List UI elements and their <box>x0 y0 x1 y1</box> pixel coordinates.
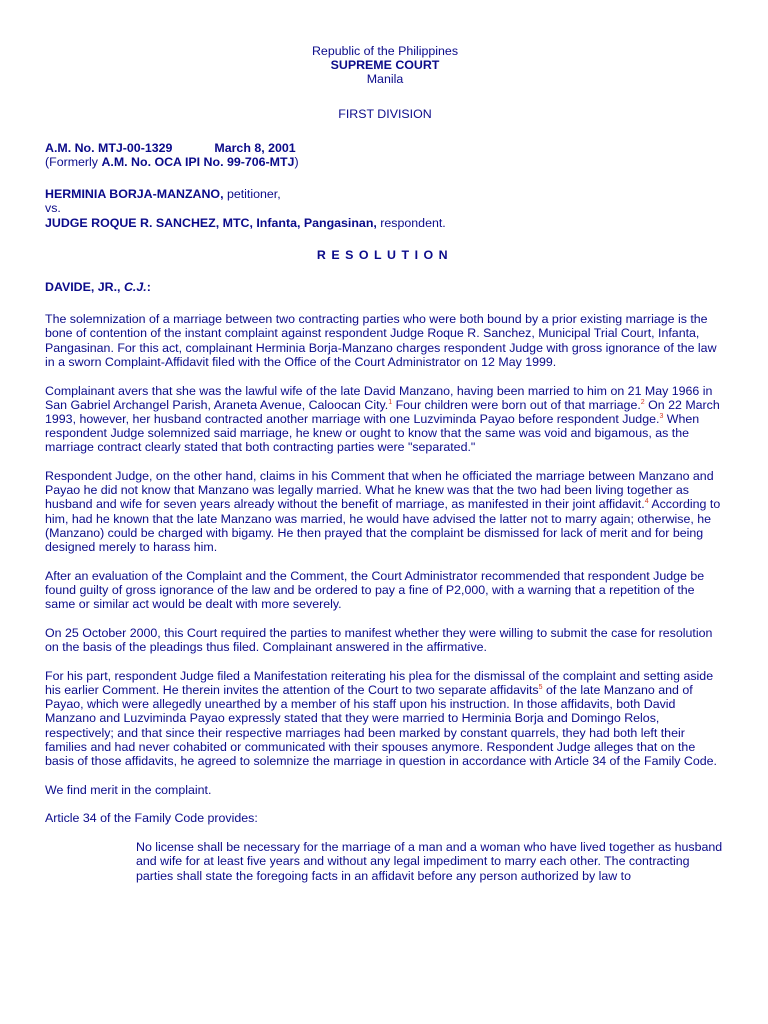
court-city: Manila <box>366 72 404 87</box>
footnote-ref-4[interactable]: 4 <box>644 498 649 506</box>
paragraph-3-part-a: Respondent Judge, on the other hand, claims in his Comment that when he officiated the marriage between Manzano and Payao he did not know that Manzano was legally married. What he knew was that the two had been living together as husband and wife for seven years already without the benefit of marriage, as manifested in their joint affidavit. <box>45 469 714 512</box>
footnote-ref-3[interactable]: 3 <box>659 412 664 420</box>
ponente-title: C.J. <box>123 280 147 295</box>
case-number-block <box>45 141 725 169</box>
paragraph-6-part-a: For his part, respondent Judge filed a Manifestation reiterating his plea for the dismissal of the complaint and setting aside his earlier Comment. He therein invites the attention of the Court to two separate affidavits <box>45 668 714 697</box>
petitioner-row <box>45 187 725 201</box>
paragraph-1: The solemnization of a marriage between two contracting parties who were both bound by a prior existing marriage is the bone of contention of the instant complaint against respondent Judge Roque R. Sanchez, Municipal Trial Court, Infanta, Pangasinan. For this act, complainant Herminia Borja-Manzano charges respondent Judge with gross ignorance of the law in a sworn Complaint-Affidavit filed with the Office of the Court Administrator on 12 May 1999. <box>45 312 717 369</box>
respondent-name: JUDGE ROQUE R. SANCHEZ, MTC, Infanta, Pangasinan, <box>45 215 377 230</box>
republic-line: Republic of the Philippines <box>311 44 459 58</box>
document-body <box>45 44 725 897</box>
respondent-row <box>45 216 725 230</box>
paragraph-7: We find merit in the complaint. <box>45 782 212 797</box>
formerly-suffix: ) <box>294 155 299 170</box>
parties-block <box>45 187 725 230</box>
ponente-suffix: : <box>146 280 151 295</box>
paragraph-8: Article 34 of the Family Code provides: <box>45 811 258 826</box>
paragraph-4: After an evaluation of the Complaint and the Comment, the Court Administrator recommended that respondent Judge be found guilty of gross ignorance of the law and be ordered to pay a fine of P2,000, with a warning that a repetition of the same or similar act would be dealt with more severely. <box>45 568 705 612</box>
versus: vs. <box>45 201 61 216</box>
ponente <box>45 280 725 294</box>
formerly-number: A.M. No. OCA IPI No. 99-706-MTJ <box>101 155 295 170</box>
ponente-name: DAVIDE, JR., <box>45 280 124 295</box>
paragraph-2-part-b: Four children were born out of that marriage. <box>392 397 641 412</box>
case-number-row <box>45 141 725 155</box>
paragraph-6 <box>45 669 725 768</box>
court-name: SUPREME COURT <box>330 58 440 73</box>
respondent-role: respondent. <box>376 215 446 230</box>
paragraph-6-part-b: of the late Manzano and of Payao, which were allegedly unearthed by a member of his staff upon his instruction. In those affidavits, both David Manzano and Luzviminda Payao expressly stated that they were married to Herminia Borja and Domingo Relos, respectively; and that since their respective marriages had been marked by constant quarrels, they had both left their families and had never cohabited or communicated with their spouses anymore. Respondent Judge alleges that on the basis of those affidavits, he agreed to solemnize the marriage in question in accordance with Article 34 of the Family Code. <box>45 683 717 769</box>
footnote-ref-2[interactable]: 2 <box>640 398 645 406</box>
division-heading: FIRST DIVISION <box>338 106 432 121</box>
paragraph-3 <box>45 469 725 554</box>
paragraph-2-part-d: When respondent Judge solemnized said marriage, he knew or ought to know that the same was void and bigamous, as the marriage contract clearly stated that both contracting parties were "separated." <box>45 411 700 455</box>
paragraph-2-part-a: Complainant avers that she was the lawful wife of the late David Manzano, having been married to him on 21 May 1966 in San Gabriel Archangel Parish, Araneta Avenue, Caloocan City. <box>45 383 713 412</box>
case-date: March 8, 2001 <box>214 140 296 155</box>
paragraph-3-part-b: According to him, had he known that the late Manzano was married, he would have advised the latter not to marry again; otherwise, he (Manzano) could be charged with bigamy. He then prayed that the complaint be dismissed for lack of merit and for being designed merely to harass him. <box>45 497 721 555</box>
paragraph-5: On 25 October 2000, this Court required the parties to manifest whether they were willing to submit the case for resolution on the basis of the pleadings thus filed. Complainant answered in the affirmative. <box>45 625 713 655</box>
paragraph-2 <box>45 384 725 455</box>
formerly-prefix: (Formerly <box>45 155 102 170</box>
paragraph-2-part-c: On 22 March 1993, however, her husband contracted another marriage with one Luzviminda Payao before respondent Judge. <box>45 397 720 426</box>
footnote-ref-1[interactable]: 1 <box>388 398 393 406</box>
footnote-ref-5[interactable]: 5 <box>538 683 543 691</box>
resolution-title: RESOLUTION <box>316 247 454 262</box>
court-header <box>45 44 725 87</box>
petitioner-role: petitioner, <box>223 187 281 202</box>
petitioner-name: HERMINIA BORJA-MANZANO, <box>45 187 224 202</box>
quoted-provision: No license shall be necessary for the marriage of a man and a woman who have lived together as husband and wife for at least five years and without any legal impediment to marry each other. The contracting parties shall state the foregoing facts in an affidavit before any person authorized by law to <box>136 840 723 883</box>
case-number: A.M. No. MTJ-00-1329 <box>45 140 173 155</box>
formerly-row <box>45 155 725 169</box>
